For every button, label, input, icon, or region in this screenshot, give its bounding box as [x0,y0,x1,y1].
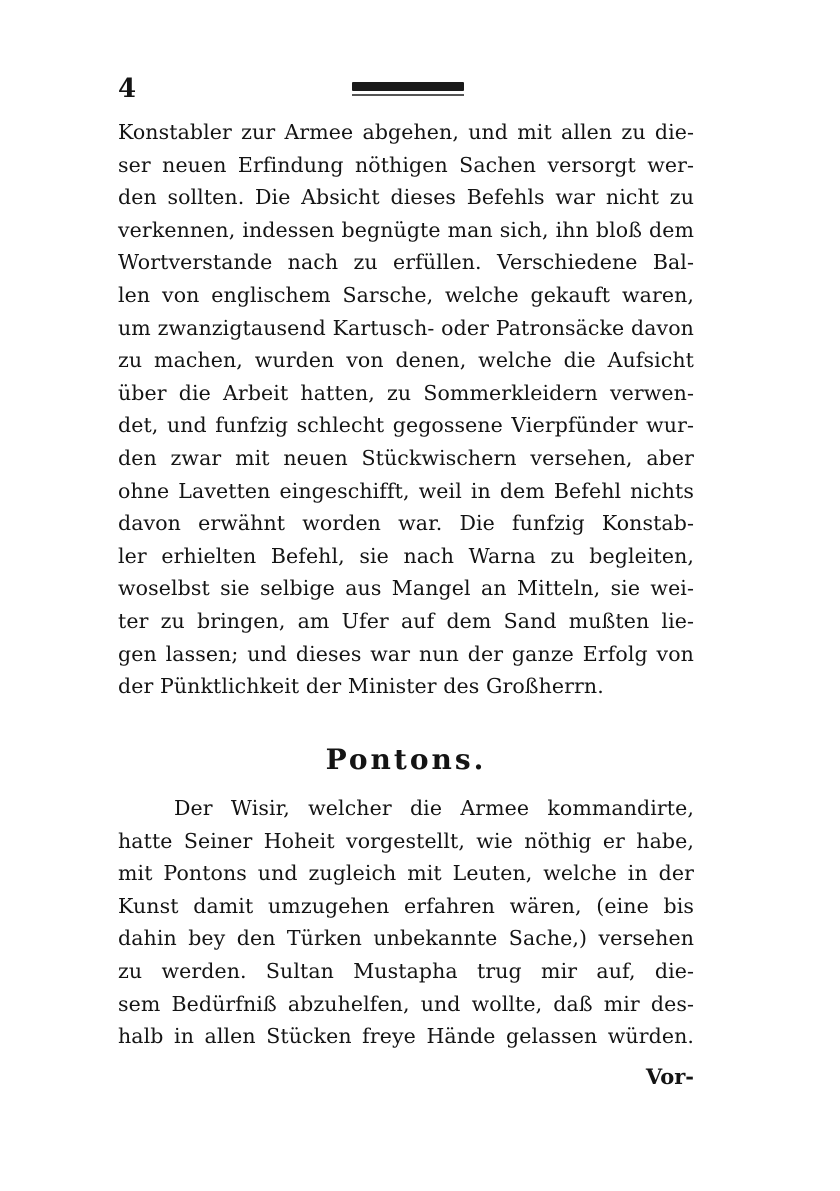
text-line: über die Arbeit hatten, zu Sommerkleidern verwen- [118,380,694,405]
page-number: 4 [118,74,137,104]
text-line: den zwar mit neuen Stückwischern versehen, aber [118,445,694,470]
text-line: zu werden. Sultan Mustapha trug mir auf, die- [118,958,694,983]
text-line: Wortverstande nach zu erfüllen. Verschiedene Bal- [118,250,694,275]
text-line: Der Wisir, welcher die Armee kommandirte, [174,796,694,820]
text-line: ohne Lavetten eingeschifft, weil in dem Befehl nichts [118,478,694,503]
text-line: Konstabler zur Armee abgehen, und mit allen zu die- [118,120,694,144]
text-line: ser neuen Erfindung nöthigen Sachen versorgt wer- [118,152,694,177]
text-line: det, und funfzig schlecht gegossene Vierpfünder wur- [118,413,694,438]
text-line: um zwanzigtausend Kartusch- oder Patronsäcke davon [118,315,694,340]
header-ornament-rule [352,82,464,91]
section-heading: Pontons. [325,743,487,776]
page-header [116,70,696,110]
paragraph-continued [118,116,694,703]
text-line: der Pünktlichkeit der Minister des Großherrn. [118,674,604,699]
text-line: len von englischem Sarsche, welche gekauft waren, [118,282,694,307]
text-line: ler erhielten Befehl, sie nach Warna zu begleiten, [118,543,694,568]
text-line: woselbst sie selbige aus Mangel an Mitteln, sie wei- [118,576,694,601]
text-line: sem Bedürfniß abzuhelfen, und wollte, daß mir des- [118,991,694,1016]
text-line: davon erwähnt worden war. Die funfzig Konstab- [118,511,694,536]
text-line: verkennen, indessen begnügte man sich, ihn bloß dem [118,217,694,242]
text-line: Kunst damit umzugehen erfahren wären, (eine bis [118,893,694,918]
text-line: dahin bey den Türken unbekannte Sache,) versehen [118,926,694,951]
catchword: Vor- [645,1064,694,1089]
text-line: den sollten. Die Absicht dieses Befehls war nicht zu [118,185,694,210]
text-line: hatte Seiner Hoheit vorgestellt, wie nöthig er habe, [118,828,694,853]
text-line: mit Pontons und zugleich mit Leuten, welche in der [118,861,694,886]
text-line: zu machen, wurden von denen, welche die Aufsicht [118,348,694,373]
paragraph-pontons [118,792,694,1053]
text-line: ter zu bringen, am Ufer auf dem Sand mußten lie- [118,608,694,633]
text-line: gen lassen; und dieses war nun der ganze Erfolg von [118,641,694,666]
text-line: halb in allen Stücken freye Hände gelassen würden. [118,1024,694,1049]
header-ornament-thin-rule [352,94,464,96]
